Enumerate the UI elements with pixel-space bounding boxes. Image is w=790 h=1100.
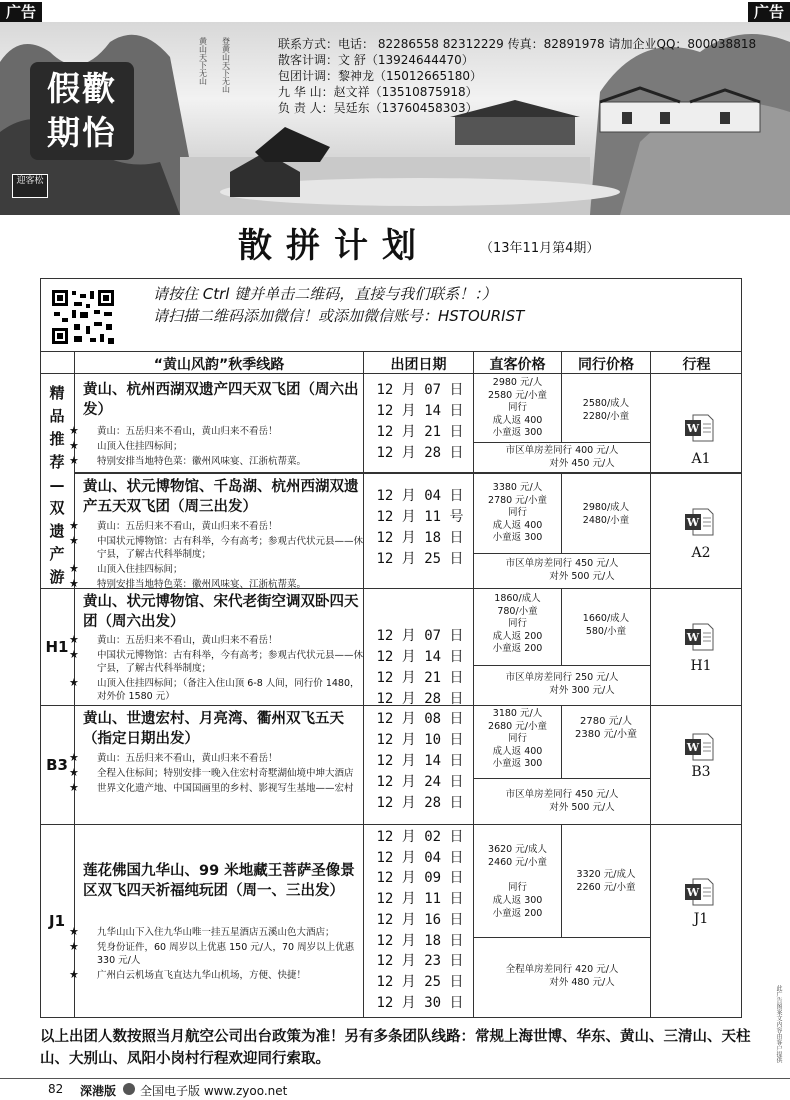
ad-tag-left: 广告	[0, 2, 42, 22]
bottom-bar	[0, 1078, 790, 1100]
peer-price: 2780 元/人 2380 元/小童	[575, 716, 637, 740]
single-room-supplement: 市区单房差同行 400 元/人 对外 450 元/人	[505, 445, 619, 469]
page-number: 82	[48, 1082, 64, 1096]
header-route: “黄山风韵”秋季线路	[153, 357, 285, 373]
route-bullets: ★ 黄山：五岳归来不看山，黄山归来不看岳！ ★ 中国状元博物馆：古有科举，今有高考；参观古代状元县——休宁县，了解古代科举制度； ★ 山顶入住挂四标间； ★ 特别安排当地特色菜：徽州风味宴、江浙杭帮菜。	[69, 519, 364, 590]
direct-price: 3380 元/人 2780 元/小童 同行 成人返 400 小童返 300	[488, 482, 547, 543]
route-title: 黄山、世遗宏村、月亮湾、衢州双飞五天（指定日期出发）	[83, 711, 344, 747]
itinerary-code: H1	[690, 658, 712, 674]
single-room-supplement: 市区单房差同行 450 元/人 对外 500 元/人	[505, 789, 619, 813]
single-room-supplement: 全程单房差同行 420 元/人 对外 480 元/人	[505, 964, 619, 988]
departure-dates: 12 月 07 日 12 月 14 日 12 月 21 日 12 月 28 日	[376, 628, 464, 707]
peer-price: 1660/成人 580/小童	[582, 613, 630, 637]
route-title: 黄山、杭州西湖双遗产四天双飞团（周六出发）	[83, 382, 359, 418]
contact-line: 联系方式：电话： 82286558 82312229 传真：82891978 请加企业QQ：800038818	[278, 37, 757, 51]
site-link[interactable]: 全国电子版 www.zyoo.net	[140, 1084, 288, 1098]
svg-text:W: W	[686, 741, 700, 754]
word-document-icon[interactable]	[684, 877, 714, 907]
word-document-icon[interactable]	[684, 622, 714, 652]
departure-dates: 12 月 04 日 12 月 11 号 12 月 18 日 12 月 25 日	[376, 488, 464, 567]
page-subtitle: （13年11月第4期）	[480, 241, 600, 256]
side-label-j1: J1	[48, 912, 66, 930]
direct-price: 1860/成人 780/小童 同行 成人返 200 小童返 200	[492, 593, 543, 654]
route-bullets: ★ 黄山：五岳归来不看山，黄山归来不看岳！ ★ 中国状元博物馆：古有科举，今有高考；参观古代状元县——休宁县，了解古代科举制度； ★ 山顶入住挂四标间；（备注入住山顶 6-8 人间，同行价 1480，对外价 1580 元）	[69, 633, 364, 702]
qr-code[interactable]	[50, 288, 116, 346]
route-bullets: ★ 九华山山下入住九华山唯一挂五星酒店五溪山色大酒店； ★ 凭身份证件，60 周岁以上优惠 150 元/人，70 周岁以上优惠 330 元/人 ★ 广州白云机场直飞直达九华山机场，方便、快捷！	[69, 925, 355, 981]
banner	[0, 22, 790, 215]
ad-tag-right: 广告	[748, 2, 790, 22]
route-title: 黄山、状元博物馆、宋代老街空调双卧四天团（周六出发）	[83, 594, 359, 630]
notice-line: 请按住 Ctrl 键并单击二维码，直接与我们联系！：）	[153, 285, 497, 303]
contact-line: 散客计调：文 舒（13924644470）	[278, 53, 474, 67]
direct-price: 2980 元/人 2580 元/小童 同行 成人返 400 小童返 300	[488, 377, 547, 438]
itinerary-code: A2	[691, 545, 711, 561]
svg-text:W: W	[686, 631, 700, 644]
banner-stamp: 迎客松	[12, 174, 48, 198]
notice	[153, 283, 524, 327]
svg-text:W: W	[686, 516, 700, 529]
footer-note: 以上出团人数按照当月航空公司出台政策为准！另有多条团队线路：常规上海世博、华东、黄山、三清山、天柱山、大别山、凤阳小岗村行程欢迎同行索取。	[40, 1029, 751, 1067]
route-title: 黄山、状元博物馆、千岛湖、杭州西湖双遗产五天双飞团（周三出发）	[83, 479, 359, 515]
direct-price: 3180 元/人 2680 元/小童 同行 成人返 400 小童返 300	[488, 708, 547, 769]
logo-line-2: 期怡	[47, 113, 117, 152]
word-document-icon[interactable]	[684, 732, 714, 762]
contact-line: 九 华 山：赵文祥（13510875918）	[278, 85, 478, 99]
itinerary-code: B3	[691, 764, 711, 780]
contact-line: 负 责 人：吴廷东（13760458303）	[278, 101, 478, 115]
route-bullets: ★ 黄山：五岳归来不看山，黄山归来不看岳！ ★ 全程入住标间；特别安排一晚入住宏村奇墅湖仙境中坤大酒店 ★ 世界文化遗产地、中国国画里的乡村、影视写生基地——宏村	[69, 751, 354, 794]
peer-price: 2580/成人 2280/小童	[582, 398, 630, 422]
page-title: 散拼计划	[238, 226, 430, 266]
itinerary-code: J1	[693, 911, 709, 927]
departure-dates: 12 月 07 日 12 月 14 日 12 月 21 日 12 月 28 日	[376, 382, 464, 461]
peer-price: 2980/成人 2480/小童	[582, 502, 630, 526]
departure-dates: 12 月 08 日 12 月 10 日 12 月 14 日 12 月 24 日 12 月 28 日	[376, 711, 464, 811]
departure-dates: 12 月 02 日 12 月 04 日 12 月 09 日 12 月 11 日 12 月 16 日 12 月 18 日 12 月 23 日 12 月 25 日 12 月 30 日	[376, 829, 464, 1011]
itinerary-code: A1	[691, 451, 711, 467]
single-room-supplement: 市区单房差同行 450 元/人 对外 500 元/人	[505, 558, 619, 582]
header-peer-price: 同行价格	[578, 357, 634, 373]
svg-text:登黄山天下无山: 登黄山天下无山	[221, 37, 231, 93]
side-label-h1: H1	[45, 638, 69, 656]
contact-line: 包团计调：黎神龙（15012665180）	[278, 69, 482, 83]
word-document-icon[interactable]	[684, 507, 714, 537]
header-dates: 出团日期	[390, 357, 447, 373]
side-credit: 此广告图案文内容由客户提供	[775, 985, 782, 1063]
direct-price: 3620 元/成人 2460 元/小童 同行 成人返 300 小童返 200	[488, 844, 547, 919]
edition-label: 深港版	[80, 1084, 117, 1098]
notice-line: 请扫描二维码添加微信！或添加微信账号：HSTOURIST	[153, 307, 525, 325]
svg-text:W: W	[686, 886, 700, 899]
svg-text:黄山天下无山: 黄山天下无山	[198, 37, 208, 85]
brand-logo	[30, 62, 134, 160]
route-title: 莲花佛国九华山、99 米地藏王菩萨圣像景区双飞四天祈福纯玩团（周一、三出发）	[83, 863, 355, 899]
side-label-b3: B3	[46, 756, 68, 774]
svg-text:W: W	[686, 422, 700, 435]
peer-price: 3320 元/成人 2260 元/小童	[576, 869, 636, 893]
header-direct-price: 直客价格	[489, 357, 546, 373]
header-itinerary: 行程	[682, 357, 711, 373]
single-room-supplement: 市区单房差同行 250 元/人 对外 300 元/人	[505, 672, 619, 696]
contact-info	[278, 36, 756, 116]
side-label-featured: 精 品 推 荐 — 双 遗 产 游	[49, 384, 65, 586]
word-document-icon[interactable]	[684, 413, 714, 443]
logo-line-1: 假歡	[47, 69, 117, 108]
edition-logo-icon	[123, 1083, 135, 1095]
route-bullets: ★ 黄山：五岳归来不看山，黄山归来不看岳！ ★ 山顶入住挂四标间； ★ 特别安排当地特色菜：徽州风味宴、江浙杭帮菜。	[69, 424, 307, 467]
